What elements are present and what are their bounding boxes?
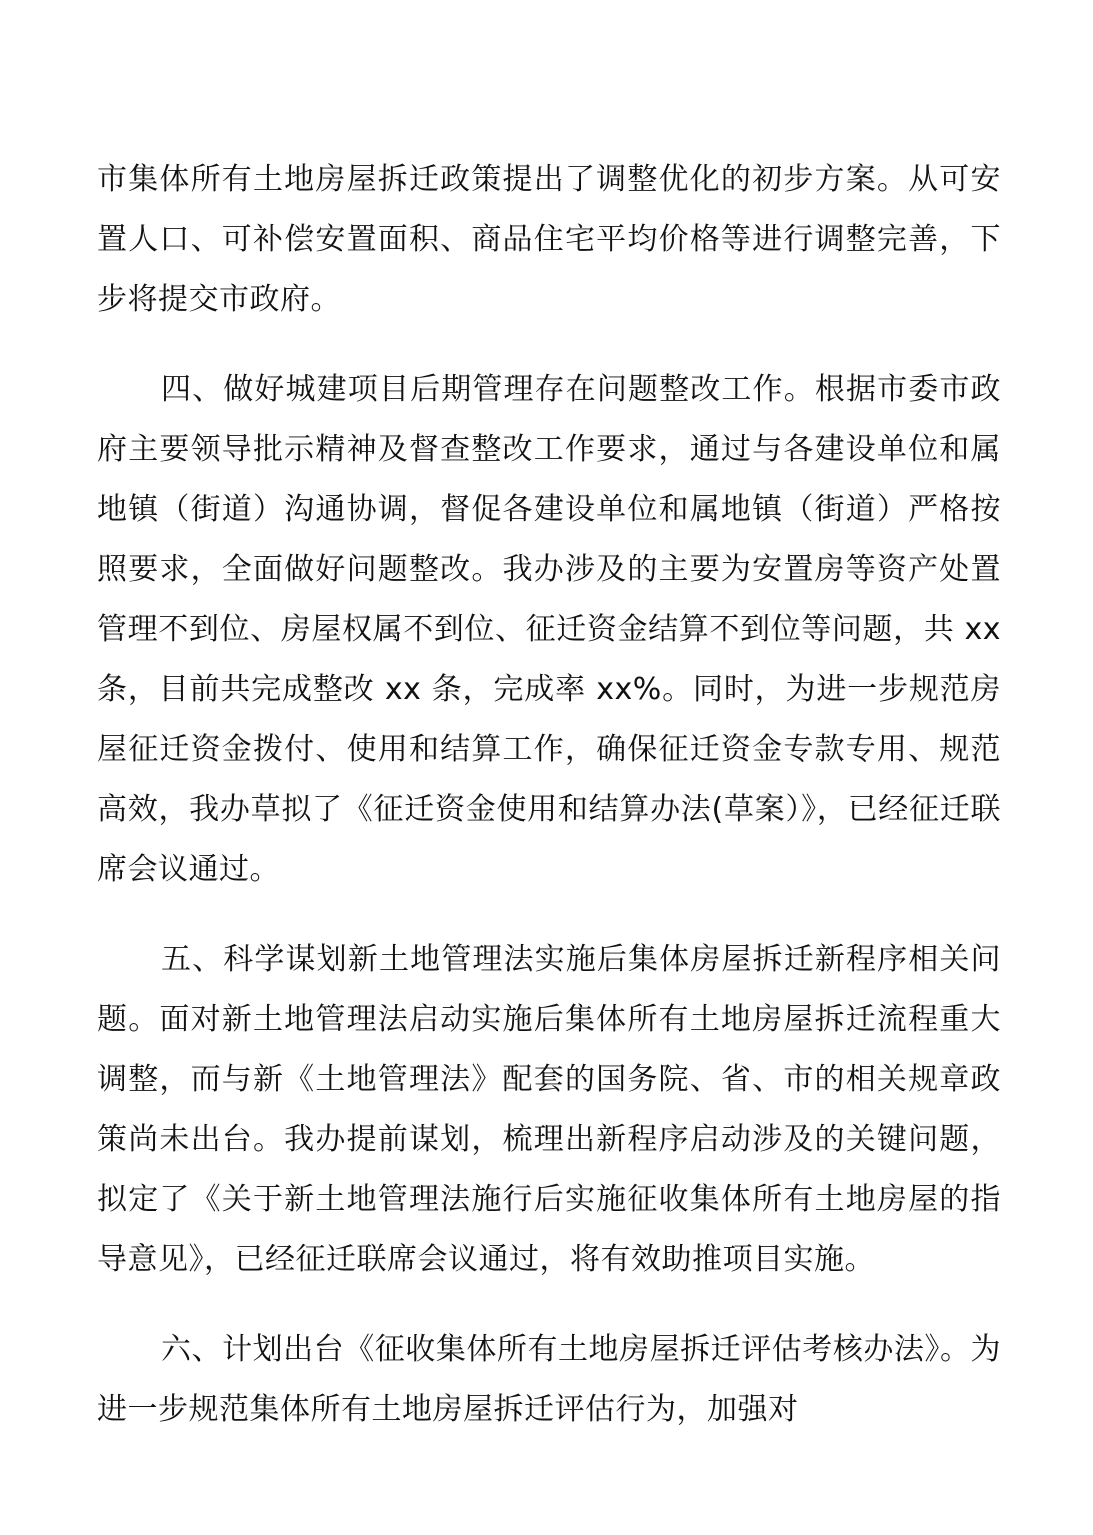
paragraph-section-five: 五、科学谋划新土地管理法实施后集体房屋拆迁新程序相关问题。面对新土地管理法启动实施后集体所有土地房屋拆迁流程重大调整，而与新《土地管理法》配套的国务院、省、市的相关规章政策尚未出台。我办提前谋划，梳理出新程序启动涉及的关键问题，拟定了《关于新土地管理法施行后实施征收集体所有土地房屋的指导意见》，已经征迁联席会议通过，将有效助推项目实施。	[97, 942, 1001, 1277]
paragraph-section-six: 六、计划出台《征收集体所有土地房屋拆迁评估考核办法》。为进一步规范集体所有土地房屋拆迁评估行为，加强对	[97, 1332, 1001, 1427]
paragraph-continuation: 市集体所有土地房屋拆迁政策提出了调整优化的初步方案。从可安置人口、可补偿安置面积、商品住宅平均价格等进行调整完善，下步将提交市政府。	[97, 162, 1001, 317]
document-body	[97, 150, 1001, 1440]
paragraph-section-four: 四、做好城建项目后期管理存在问题整改工作。根据市委市政府主要领导批示精神及督查整改工作要求，通过与各建设单位和属地镇（街道）沟通协调，督促各建设单位和属地镇（街道）严格按照要求，全面做好问题整改。我办涉及的主要为安置房等资产处置管理不到位、房屋权属不到位、征迁资金结算不到位等问题，共 xx 条，目前共完成整改 xx 条，完成率 xx%。同时，为进一步规范房屋征迁资金拨付、使用和结算工作，确保征迁资金专款专用、规范高效，我办草拟了《征迁资金使用和结算办法(草案）》，已经征迁联席会议通过。	[97, 372, 1001, 887]
